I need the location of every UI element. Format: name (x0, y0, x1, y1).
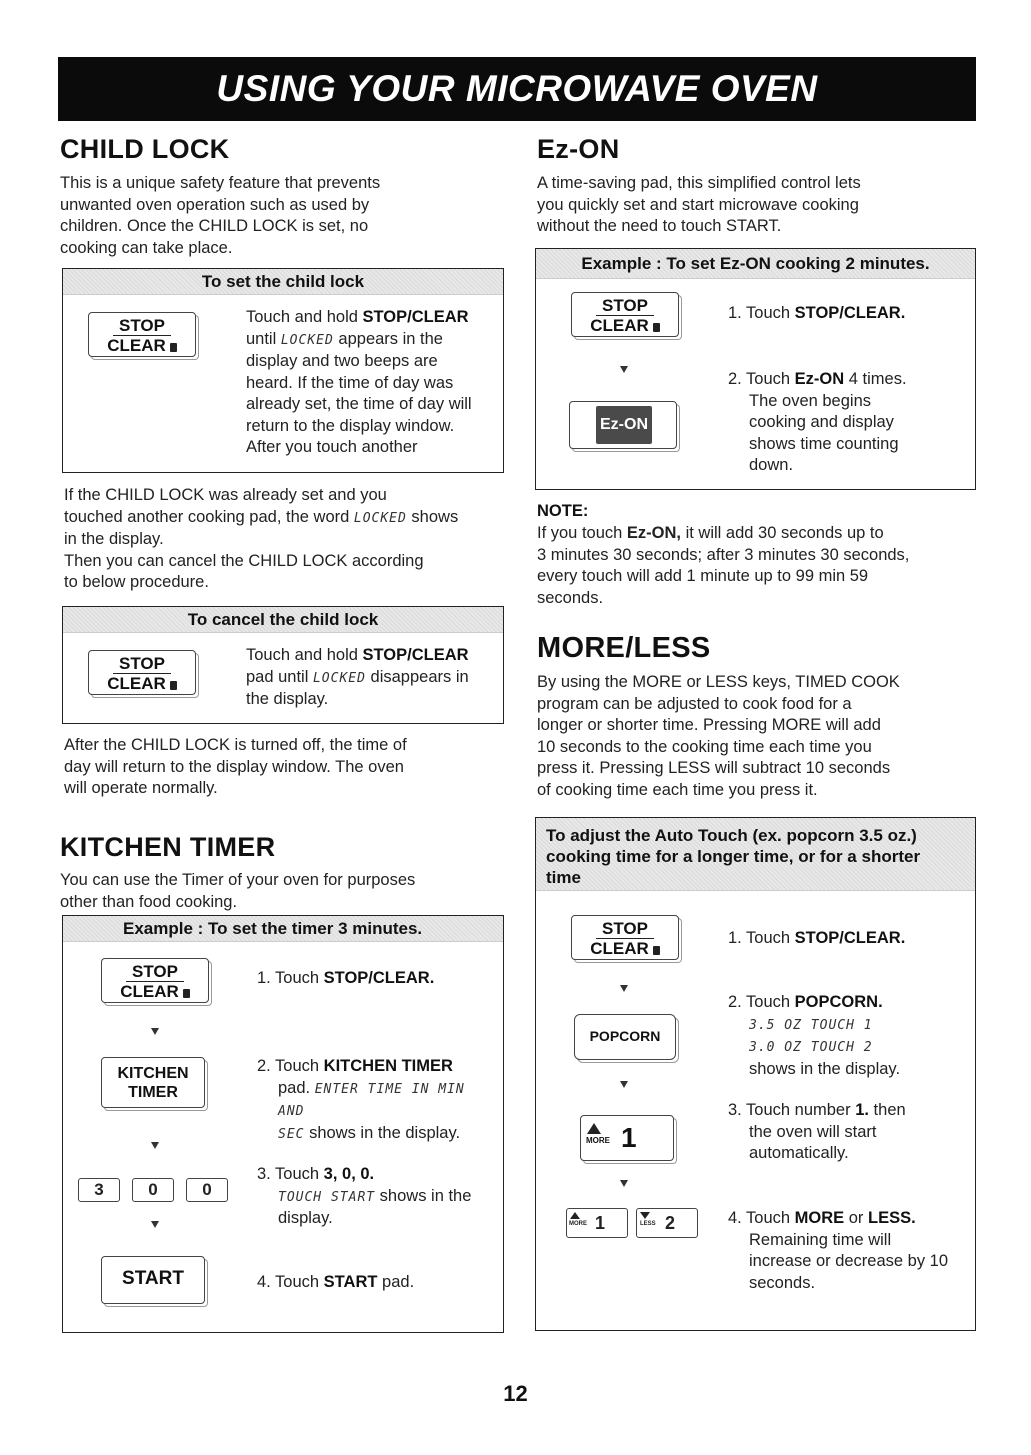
ezon-key: Ez-ON (569, 401, 677, 449)
ezon-step-2: 2. Touch Ez-ON 4 times. The oven begins cooking and display shows time counting down. (728, 370, 907, 474)
more-less-header: To adjust the Auto Touch (ex. popcorn 3.5 oz.) cooking time for a longer time, or for a shorter time (536, 818, 975, 891)
number-key-3: 3 (78, 1178, 120, 1202)
ezon-note: If you touch Ez-ON, it will add 30 seconds up to 3 minutes 30 seconds; after 3 minutes 30 seconds, every touch will add 1 minute up to 99 min 59 seconds. (537, 524, 910, 607)
more-less-step-3: 3. Touch number 1. then the oven will start automatically. (728, 1101, 906, 1162)
down-arrow-icon (151, 1221, 159, 1228)
ezon-box (535, 248, 976, 490)
down-triangle-icon (640, 1212, 650, 1219)
start-key: START (101, 1256, 205, 1304)
lock-icon (170, 681, 177, 690)
ezon-header: Example : To set Ez-ON cooking 2 minutes. (536, 249, 975, 279)
lock-icon (170, 343, 177, 352)
more-1-small-key: MORE 1 (566, 1208, 628, 1238)
number-key-0b: 0 (186, 1178, 228, 1202)
stop-clear-key-2: STOP CLEAR (88, 650, 196, 695)
popcorn-key: POPCORN (574, 1014, 676, 1060)
lcd-enter-time: ENTER TIME IN MIN AND (278, 1081, 465, 1119)
kitchen-step-4: 4. Touch START pad. (257, 1273, 415, 1291)
down-arrow-icon (620, 985, 628, 992)
more-1-key: MORE 1 (580, 1115, 674, 1161)
down-arrow-icon (620, 366, 628, 373)
more-less-step-4: 4. Touch MORE or LESS. Remaining time will increase or decrease by 10 seconds. (728, 1209, 949, 1292)
stop-clear-key: STOP CLEAR (88, 312, 196, 357)
banner-title: USING YOUR MICROWAVE OVEN (216, 68, 818, 109)
kitchen-step-2: 2. Touch KITCHEN TIMER pad. ENTER TIME IN MIN AND SEC shows in the display. (257, 1057, 465, 1142)
child-lock-middle: If the CHILD LOCK was already set and you touched another cooking pad, the word LOCKED shows in the display. Then you can cancel the CHILD LOCK according to below procedure. (64, 486, 459, 591)
lcd-popcorn-35: 3.5 OZ TOUCH 1 (749, 1017, 873, 1033)
kitchen-timer-intro: You can use the Timer of your oven for purposes other than food cooking. (60, 871, 416, 911)
kitchen-timer-key: KITCHEN TIMER (101, 1057, 205, 1108)
lcd-sec: SEC (278, 1126, 305, 1142)
lcd-touch-start: TOUCH START (278, 1189, 376, 1205)
cancel-child-lock-header: To cancel the child lock (63, 607, 503, 633)
stop-clear-key-4: STOP CLEAR (571, 292, 679, 337)
lock-icon (183, 989, 190, 998)
kitchen-timer-header: Example : To set the timer 3 minutes. (63, 916, 503, 942)
cancel-child-lock-box (62, 606, 504, 724)
more-less-step-1: 1. Touch STOP/CLEAR. (728, 929, 906, 947)
down-arrow-icon (151, 1028, 159, 1035)
set-child-lock-header: To set the child lock (63, 269, 503, 295)
more-less-step-2: 2. Touch POPCORN. 3.5 OZ TOUCH 1 3.0 OZ TOUCH 2 shows in the display. (728, 993, 901, 1078)
page-banner (58, 57, 976, 121)
lcd-popcorn-30: 3.0 OZ TOUCH 2 (749, 1040, 873, 1055)
lcd-locked: LOCKED (280, 332, 334, 348)
ezon-title: Ez-ON (537, 134, 620, 164)
down-arrow-icon (620, 1081, 628, 1088)
less-2-small-key: LESS 2 (636, 1208, 698, 1238)
child-lock-title: CHILD LOCK (60, 134, 230, 164)
kitchen-step-1: 1. Touch STOP/CLEAR. (257, 969, 435, 987)
up-triangle-icon (570, 1212, 580, 1219)
more-less-box (535, 817, 976, 1331)
cancel-child-lock-text: Touch and hold STOP/CLEAR pad until LOCKED disappears in the display. (246, 646, 469, 708)
set-child-lock-box (62, 268, 504, 473)
more-less-title: MORE/LESS (537, 632, 711, 664)
down-arrow-icon (151, 1142, 159, 1149)
more-less-intro: By using the MORE or LESS keys, TIMED COOK program can be adjusted to cook food for a longer or shorter time. Pressing MORE will add 10 seconds to the cooking time each time you press it. Pressing LESS will subtract 10 seconds of cooking time each time you press it. (537, 673, 900, 799)
lock-icon (653, 323, 660, 332)
kitchen-timer-title: KITCHEN TIMER (60, 832, 276, 862)
number-key-0: 0 (132, 1178, 174, 1202)
page-number: 12 (503, 1381, 528, 1406)
lcd-locked-3: LOCKED (312, 670, 366, 686)
kitchen-step-3: 3. Touch 3, 0, 0. TOUCH START shows in the display. (257, 1165, 472, 1227)
kitchen-timer-box (62, 915, 504, 1333)
set-child-lock-text: Touch and hold STOP/CLEAR until LOCKED appears in the display and two beeps are heard. If the time of day was already set, the time of day will return to the display window. After you touch another (246, 308, 472, 456)
child-lock-intro: This is a unique safety feature that prevents unwanted oven operation such as used by children. Once the CHILD LOCK is set, no cooking can take place. (60, 174, 381, 257)
child-lock-outro: After the CHILD LOCK is turned off, the time of day will return to the display window. The oven will operate normally. (64, 736, 407, 797)
stop-clear-key-3: STOP CLEAR (101, 958, 209, 1003)
lock-icon (653, 946, 660, 955)
ezon-intro: A time-saving pad, this simplified control lets you quickly set and start microwave cooking without the need to touch START. (537, 174, 861, 235)
ezon-note-label: NOTE: (537, 502, 589, 520)
ezon-step-1: 1. Touch STOP/CLEAR. (728, 304, 906, 322)
stop-clear-key-5: STOP CLEAR (571, 915, 679, 960)
up-triangle-icon (587, 1123, 601, 1134)
down-arrow-icon (620, 1180, 628, 1187)
lcd-locked-2: LOCKED (353, 510, 407, 526)
